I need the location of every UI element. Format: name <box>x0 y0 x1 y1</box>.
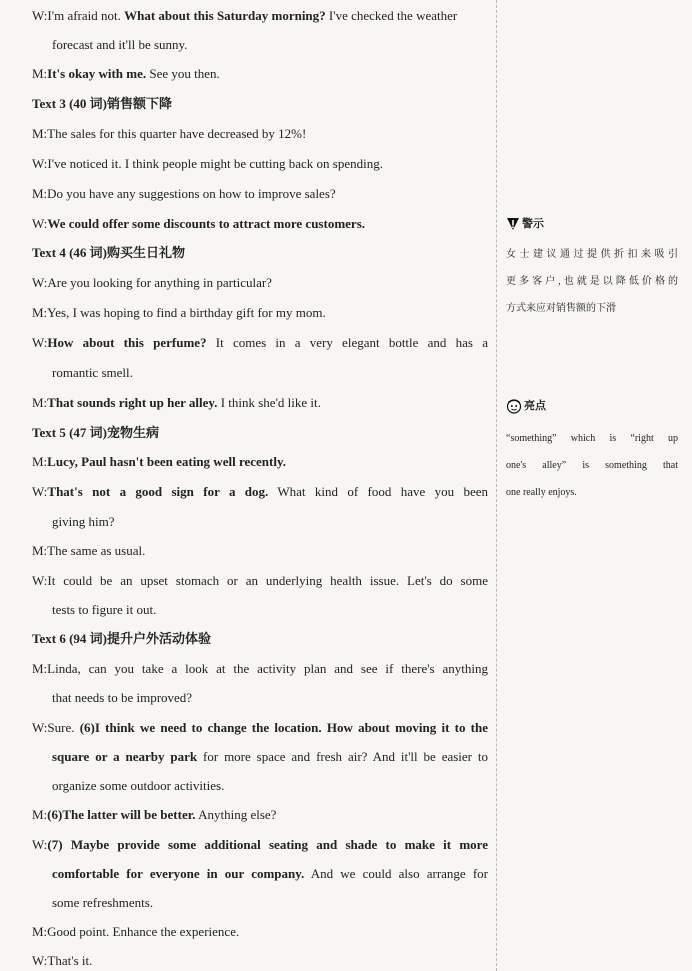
highlight-note-line: one really enjoys. <box>506 487 577 498</box>
sidebar-notes <box>506 0 686 971</box>
speaker-label: W: <box>32 275 48 290</box>
key-phrase: (6)The latter will be better. <box>47 807 196 822</box>
heading-text: Text 6 (94 词)提升户外活动体验 <box>32 631 211 646</box>
dialogue-line <box>32 395 488 411</box>
line-text: some refreshments. <box>52 895 154 910</box>
dialogue-line <box>32 573 488 589</box>
highlight-note-header <box>506 398 546 414</box>
dialogue-line <box>32 275 488 291</box>
line-text: Yes, I was hoping to find a birthday gift for my mom. <box>47 305 326 320</box>
line-text: Sure. <box>47 720 80 735</box>
speaker-label: M: <box>32 305 48 320</box>
dialogue-line <box>32 807 488 823</box>
speaker-label: W: <box>32 573 48 588</box>
dialogue-line <box>32 837 488 853</box>
key-phrase: square or a nearby park <box>52 749 198 764</box>
speaker-label: M: <box>32 454 48 469</box>
speaker-label: W: <box>32 216 48 231</box>
dialogue-line <box>32 126 488 142</box>
line-text: Are you looking for anything in particular? <box>47 275 272 290</box>
line-text: See you then. <box>146 66 220 81</box>
key-phrase: Lucy, Paul hasn't been eating well recently. <box>47 454 286 469</box>
dialogue-line <box>52 602 488 618</box>
key-phrase: (6)I think we need to change the location. How about moving it to the <box>79 720 488 735</box>
heading-text: Text 3 (40 词)销售额下降 <box>32 96 172 111</box>
line-text: That's it. <box>47 953 93 968</box>
line-text: The same as usual. <box>47 543 146 558</box>
line-text: Anything else? <box>195 807 277 822</box>
speaker-label: W: <box>32 837 48 852</box>
line-text: It could be an upset stomach or an underlying health issue. Let's do some <box>47 573 488 588</box>
line-text: I've checked the weather <box>325 8 458 23</box>
speaker-label: M: <box>32 395 48 410</box>
heading-text: Text 4 (46 词)购买生日礼物 <box>32 245 185 260</box>
section-heading <box>32 96 488 112</box>
line-text: for more space and fresh air? And it'll be easier to <box>197 749 488 764</box>
column-divider <box>496 0 497 971</box>
line-text: giving him? <box>52 514 115 529</box>
key-phrase: (7) Maybe provide some additional seating and shade to make it more <box>47 837 488 852</box>
speaker-label: M: <box>32 807 48 822</box>
section-heading <box>32 425 488 441</box>
line-text: I think she'd like it. <box>217 395 321 410</box>
face-cartoon-icon <box>506 398 522 414</box>
dialogue-line <box>32 66 488 82</box>
dialogue-line <box>52 778 488 794</box>
warning-note-title: 警示 <box>522 218 544 230</box>
warning-note-line: 方式来应对销售额的下滑 <box>506 303 616 314</box>
speaker-label: W: <box>32 335 48 350</box>
dialogue-line <box>52 514 488 530</box>
dialogue-line <box>52 866 488 882</box>
dialogue-line <box>32 454 488 470</box>
dialogue-line <box>32 8 488 24</box>
speaker-label: M: <box>32 66 48 81</box>
highlight-note-title: 亮点 <box>524 400 546 412</box>
line-text: Good point. Enhance the experience. <box>47 924 240 939</box>
dialogue-line <box>32 661 488 677</box>
line-text: forecast and it'll be sunny. <box>52 37 188 52</box>
dialogue-line <box>32 484 488 500</box>
key-phrase: That sounds right up her alley. <box>47 395 218 410</box>
speaker-label: W: <box>32 953 48 968</box>
highlight-note-line: one's alley” is something that <box>506 460 678 471</box>
dialogue-line <box>52 365 488 381</box>
warning-note-header <box>506 216 544 232</box>
dialogue-line <box>32 156 488 172</box>
speaker-label: W: <box>32 484 48 499</box>
warning-triangle-icon <box>506 217 520 231</box>
dialogue-line <box>32 924 488 940</box>
line-text: I'm afraid not. <box>47 8 125 23</box>
line-text: that needs to be improved? <box>52 690 193 705</box>
dialogue-line <box>52 690 488 706</box>
line-text: And we could also arrange for <box>304 866 489 881</box>
dialogue-line <box>32 186 488 202</box>
key-phrase: How about this perfume? <box>47 335 207 350</box>
dialogue-line <box>52 749 488 765</box>
line-text: organize some outdoor activities. <box>52 778 225 793</box>
section-heading <box>32 631 488 647</box>
line-text: romantic smell. <box>52 365 133 380</box>
speaker-label: W: <box>32 720 48 735</box>
dialogue-line <box>32 335 488 351</box>
speaker-label: W: <box>32 8 48 23</box>
warning-note-line: 女士建议通过提供折扣来吸引 <box>506 249 678 260</box>
line-text: tests to figure it out. <box>52 602 157 617</box>
dialogue-line <box>32 543 488 559</box>
speaker-label: M: <box>32 924 48 939</box>
line-text: Do you have any suggestions on how to improve sales? <box>47 186 336 201</box>
dialogue-line <box>32 720 488 736</box>
speaker-label: M: <box>32 543 48 558</box>
speaker-label: M: <box>32 186 48 201</box>
line-text: I've noticed it. I think people might be cutting back on spending. <box>47 156 383 171</box>
dialogue-line <box>32 305 488 321</box>
key-phrase: That's not a good sign for a dog. <box>47 484 269 499</box>
dialogue-line <box>52 37 488 53</box>
line-text: The sales for this quarter have decreased by 12%! <box>47 126 307 141</box>
dialogue-line <box>32 953 488 969</box>
key-phrase: What about this Saturday morning? <box>124 8 326 23</box>
line-text: Linda, can you take a look at the activity plan and see if there's anything <box>47 661 488 676</box>
line-text: It comes in a very elegant bottle and has a <box>206 335 488 350</box>
line-text: What kind of food have you been <box>268 484 488 499</box>
warning-note-line: 更多客户,也就是以降低价格的 <box>506 276 678 287</box>
dialogue-line <box>32 216 488 232</box>
speaker-label: M: <box>32 126 48 141</box>
key-phrase: comfortable for everyone in our company. <box>52 866 305 881</box>
key-phrase: It's okay with me. <box>47 66 147 81</box>
key-phrase: We could offer some discounts to attract more customers. <box>47 216 365 231</box>
speaker-label: M: <box>32 661 48 676</box>
heading-text: Text 5 (47 词)宠物生病 <box>32 425 159 440</box>
highlight-note-line: “something” which is “right up <box>506 433 678 444</box>
speaker-label: W: <box>32 156 48 171</box>
dialogue-line <box>52 895 488 911</box>
section-heading <box>32 245 488 261</box>
